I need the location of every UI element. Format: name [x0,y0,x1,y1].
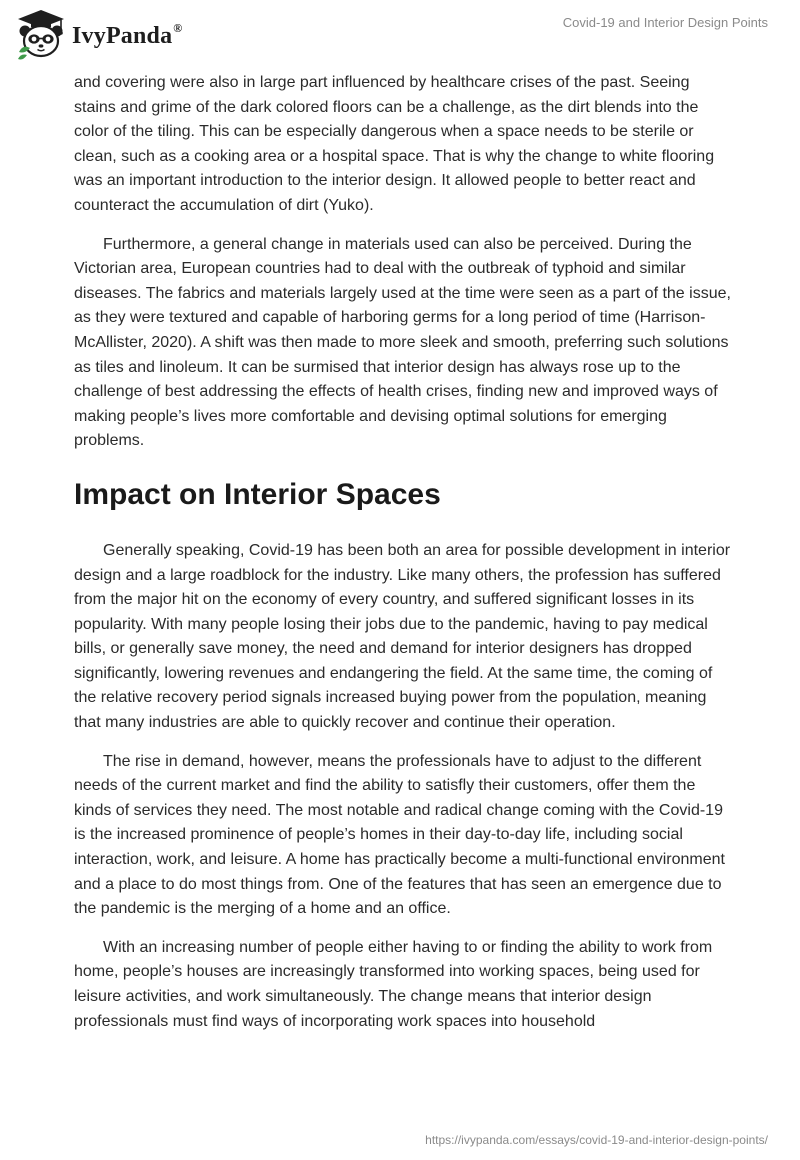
document-title: Covid-19 and Interior Design Points [562,15,768,30]
paragraph-home-office: With an increasing number of people either having to or finding the ability to work from home, people’s houses are increasingly transformed into working spaces, being used for leisure activities, and work simultaneously. The change means that interior design professionals must find ways of incorporating work spaces into household [74,938,713,1030]
page-header [0,0,800,70]
paragraph-demand: The rise in demand, however, means the professionals have to adjust to the different needs of the current market and find the ability to satisfly their customers, offer them the kinds of services they need. The most notable and radical change coming with the Covid-19 is the increased prominence of people’s homes in their day-to-day life, including social interaction, work, and leisure. A home has practically become a multi-functional environment and a place to do most things from. One of the features that has seen an emergence due to the pandemic is the merging of a home and an office. [74,752,725,918]
source-url-link[interactable]: https://ivypanda.com/essays/covid-19-and-interior-design-points/ [425,1133,768,1147]
brand-name: IvyPanda® [72,20,183,49]
brand-logo-link[interactable] [14,8,182,62]
section-heading: Impact on Interior Spaces [74,477,441,511]
paragraph-impact: Generally speaking, Covid-19 has been both an area for possible development in interior design and a large roadblock for the industry. Like many others, the profession has suffered from the major hit on the economy of every country, and suffered significant losses in its popularity. With many people losing their jobs due to the pandemic, having to pay medical bills, or generally save money, the need and demand for interior designers has dropped significantly, lowering revenues and endangering the field. At the same time, the coming of the relative recovery period signals increased buying power from the population, meaning that many industries are able to quickly recover and continue their operation. [74,541,731,732]
panda-graduate-logo-icon [14,8,68,62]
essay-content [74,71,734,1034]
registered-mark: ® [173,20,183,35]
paragraph-continuation: and covering were also in large part influenced by healthcare crises of the past. Seeing stains and grime of the dark colored floors can be a challenge, as the dirt blends into the color of the tiling. This can be especially dangerous when a space needs to be sterile or clean, such as a cooking area or a hospital space. That is why the change to white flooring was an important introduction to the interior design. It allowed people to better react and counteract the accumulation of dirt (Yuko). [74,74,715,214]
paragraph-materials: Furthermore, a general change in materials used can also be perceived. During the Victorian area, European countries had to deal with the outbreak of typhoid and similar diseases. The fabrics and materials largely used at the time were seen as a part of the issue, as they were textured and capable of harboring germs for a long period of time (Harrison-McAllister, 2020). A shift was then made to more sleek and smooth, preferring such solutions as tiles and linoleum. It can be surmised that interior design has always rose up to the challenge of best addressing the effects of health crises, finding new and improved ways of making people’s lives more comfortable and devising optimal solutions for emerging problems. [74,235,731,450]
